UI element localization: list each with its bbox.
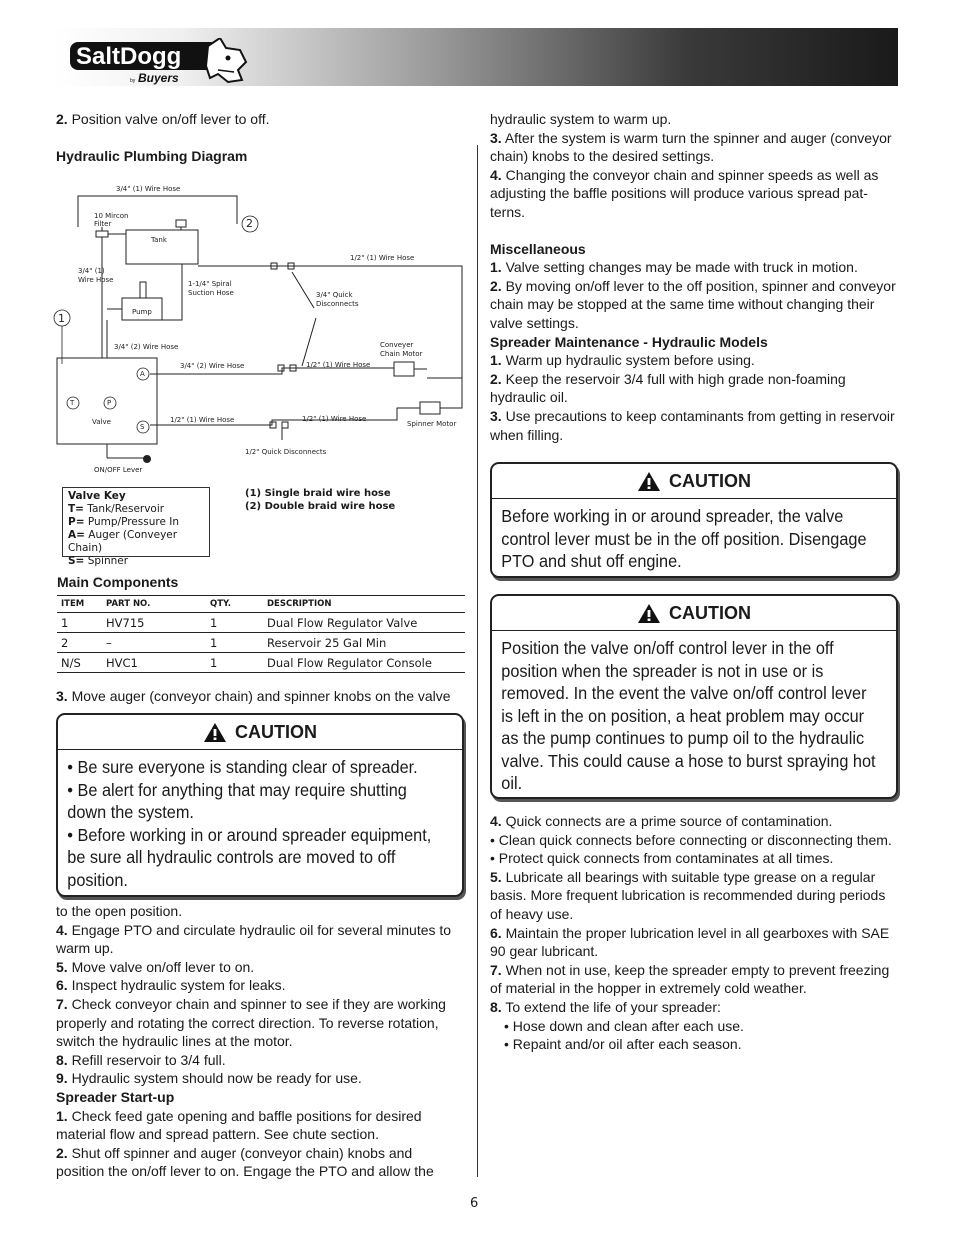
svg-text:Buyers: Buyers bbox=[138, 71, 179, 85]
svg-text:Valve: Valve bbox=[92, 418, 111, 426]
warning-triangle-icon bbox=[637, 471, 661, 492]
svg-text:2: 2 bbox=[246, 217, 253, 230]
caution-box-1: CAUTION • Be sure everyone is standing clear of spreader. • Be alert for anything that may require shutting down the system. • Before working in or around spreader equipment, be sure all hydraulic controls are moved to off position. bbox=[56, 713, 464, 897]
left-column-bottom: to the open position. 4. Engage PTO and circulate hydraulic oil for several minutes to warm up. 5. Move valve on/off lever to on. 6. Inspect hydraulic system for leaks. 7. Check conveyor chain and spinner to see if they are working properly and rotating the correct direction. To reverse rotation, switch the hydraulic lines at the motor. 8. Refill reservoir to 3/4 full. 9. Hydraulic system should now be ready for use. Spreader Start-up 1. Check feed gate opening and baffle positions for desired material flow and spread pattern. See chute section. 2. Shut off spinner and auger (conveyor chain) knobs and position the on/off lever to on. Engage the PTO and allow the bbox=[56, 903, 452, 1180]
components-title: Main Components bbox=[57, 574, 179, 590]
caution-box-2: CAUTION Before working in or around spreader, the valve control lever must be in the off position. Disengage PTO and shut off engine. bbox=[490, 462, 898, 578]
right-column-bottom: 4. Quick connects are a prime source of contamination. • Clean quick connects before connecting or disconnecting them. • Protect quick connects from contaminates at all times. 5. Lubricate all bearings with suitable type grease on a regular basis. More frequent lubrication is recommended during periods of heavy use. 6. Maintain the proper lubrication level in all gearboxes with SAE 90 gear lubricant. 7. When not in use, keep the spreader empty to prevent freezing of material in the hopper in extremely cold weather. 8. To extend the life of your spreader: • Hose down and clean after each use. • Repaint and/or oil after each season. bbox=[490, 813, 892, 1053]
table-row: 1 HV715 1 Dual Flow Regulator Valve bbox=[57, 613, 465, 633]
left-column-top bbox=[56, 110, 466, 165]
svg-text:A: A bbox=[140, 370, 145, 378]
caution-box-3: CAUTION Position the valve on/off control lever in the off position when the spreader is not in use or is removed. In the event the valve on/off control lever is left in the on position, a heat problem may occur as the pump continues to pump oil to the hydraulic valve. This could cause a hose to burst spraying hot oil. bbox=[490, 594, 898, 799]
dog-head-icon bbox=[206, 38, 246, 82]
svg-text:1/2" (1) Wire Hose: 1/2" (1) Wire Hose bbox=[306, 361, 371, 369]
lever-knob-icon bbox=[143, 455, 151, 463]
hydraulic-plumbing-diagram bbox=[52, 178, 472, 478]
svg-text:Disconnects: Disconnects bbox=[316, 300, 359, 308]
step-3: 3. Move auger (conveyor chain) and spinner knobs on the valve bbox=[56, 688, 451, 704]
svg-text:3/4" (1) Wire Hose: 3/4" (1) Wire Hose bbox=[116, 185, 181, 193]
svg-text:1-1/4" Spiral: 1-1/4" Spiral bbox=[188, 280, 232, 288]
valve-key: Valve Key T= Tank/Reservoir P= Pump/Pressure In A= Auger (Conveyer Chain) S= Spinner bbox=[62, 487, 210, 557]
hose-notes: (1) Single braid wire hose (2) Double braid wire hose bbox=[245, 488, 396, 512]
svg-text:1/2" Quick Disconnects: 1/2" Quick Disconnects bbox=[245, 448, 327, 456]
svg-text:1: 1 bbox=[58, 312, 65, 325]
caution-title: CAUTION bbox=[492, 464, 896, 499]
svg-text:1/2" (1) Wire Hose: 1/2" (1) Wire Hose bbox=[170, 416, 235, 424]
svg-text:P: P bbox=[107, 399, 112, 407]
svg-text:3/4" Quick: 3/4" Quick bbox=[316, 291, 353, 299]
caution-title: CAUTION bbox=[58, 715, 462, 750]
saltdogg-logo bbox=[70, 38, 250, 91]
svg-text:Chain Motor: Chain Motor bbox=[380, 350, 423, 358]
warning-triangle-icon bbox=[637, 603, 661, 624]
right-column-top: hydraulic system to warm up. 3. After the system is warm turn the spinner and auger (conveyor chain) knobs to the desired settings. 4. Changing the conveyor chain and spinner speeds as well as adjusting the baffle positions will produce various spread pat-terns. Miscellaneous 1. Valve setting changes may be made with truck in motion. 2. By moving on/off lever to the off position, spinner and conveyor chain may be stopped at the same time without changing their valve settings. Spreader Maintenance - Hydraulic Models 1. Warm up hydraulic system before using. 2. Keep the reservoir 3/4 full with high grade non-foaming hydraulic oil. 3. Use precautions to keep contaminants from getting in reservoir when filling. bbox=[490, 111, 896, 443]
svg-text:Filter: Filter bbox=[94, 220, 112, 228]
svg-text:ON/OFF Lever: ON/OFF Lever bbox=[94, 466, 143, 474]
svg-text:Spinner Motor: Spinner Motor bbox=[407, 420, 457, 428]
svg-text:Suction Hose: Suction Hose bbox=[188, 289, 234, 297]
step-2: 2. Position valve on/off lever to off. bbox=[56, 111, 270, 127]
svg-text:by: by bbox=[130, 78, 136, 84]
warning-triangle-icon bbox=[203, 722, 227, 743]
table-row: N/S HVC1 1 Dual Flow Regulator Console bbox=[57, 653, 465, 673]
svg-text:Conveyer: Conveyer bbox=[380, 341, 414, 349]
svg-text:Pump: Pump bbox=[132, 308, 152, 316]
svg-text:S: S bbox=[140, 423, 145, 431]
logo-text: SaltDogg bbox=[76, 43, 182, 70]
svg-text:3/4" (2) Wire Hose: 3/4" (2) Wire Hose bbox=[180, 362, 245, 370]
caution-title: CAUTION bbox=[492, 596, 896, 631]
svg-text:1/2" (1) Wire Hose: 1/2" (1) Wire Hose bbox=[350, 254, 415, 262]
page-number: 6 bbox=[470, 1196, 479, 1211]
svg-text:3/4" (2) Wire Hose: 3/4" (2) Wire Hose bbox=[114, 343, 179, 351]
svg-text:T: T bbox=[70, 399, 75, 407]
table-row: 2 – 1 Reservoir 25 Gal Min bbox=[57, 633, 465, 653]
column-divider bbox=[477, 145, 478, 1177]
diagram-title: Hydraulic Plumbing Diagram bbox=[56, 147, 248, 164]
svg-text:Tank: Tank bbox=[151, 236, 167, 244]
components-table: ITEM PART NO. QTY. DESCRIPTION 1 HV715 1 Dual Flow Regulator Valve 2 – 1 Reservoir 25 Gal Min N/S HVC1 1 Dual Flow Regulator Console bbox=[57, 595, 465, 673]
svg-text:3/4" (1): 3/4" (1) bbox=[78, 267, 105, 275]
svg-text:Wire Hose: Wire Hose bbox=[78, 276, 114, 284]
svg-text:10 Mircon: 10 Mircon bbox=[94, 212, 129, 220]
svg-text:1/2" (1) Wire Hose: 1/2" (1) Wire Hose bbox=[302, 415, 367, 423]
